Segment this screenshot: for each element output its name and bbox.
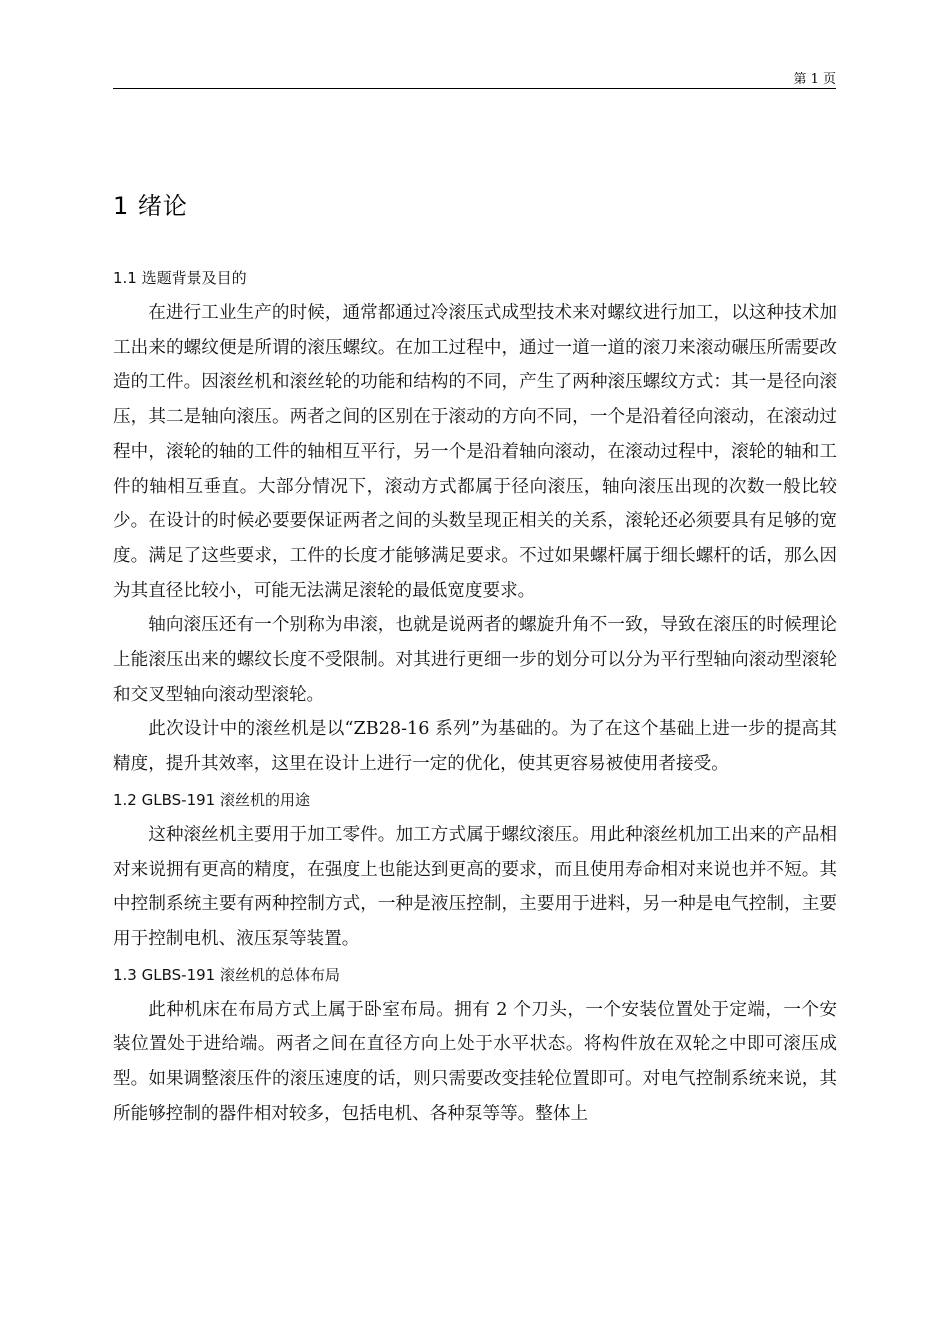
section-heading: 1.3 GLBS-191 滚丝机的总体布局 bbox=[113, 965, 340, 984]
paragraph: 这种滚丝机主要用于加工零件。加工方式属于螺纹滚压。用此种滚丝机加工出来的产品相对来说拥有更高的精度，在强度上也能达到更高的要求，而且使用寿命相对来说也并不短。其中控制系统主要有两种控制方式，一种是液压控制，主要用于进料，另一种是电气控制，主要用于控制电机、液压泵等装置。 bbox=[113, 824, 837, 949]
paragraph: 此种机床在布局方式上属于卧室布局。拥有 2 个刀头，一个安装位置处于定端，一个安装位置处于进给端。两者之间在直径方向上处于水平状态。将构件放在双轮之中即可滚压成型。如果调整滚压件的滚压速度的话，则只需要改变挂轮位置即可。对电气控制系统来说，其所能够控制的器件相对较多，包括电机、各种泵等等。整体上 bbox=[113, 999, 837, 1124]
section-heading: 1.1 选题背景及目的 bbox=[113, 269, 247, 287]
paragraph: 此次设计中的滚丝机是以“ZB28-16 系列”为基础的。为了在这个基础上进一步的提高其精度，提升其效率，这里在设计上进行一定的优化，使其更容易被使用者接受。 bbox=[113, 719, 837, 775]
body-text bbox=[113, 260, 837, 1131]
page-header bbox=[113, 64, 836, 89]
paragraph: 在进行工业生产的时候，通常都通过冷滚压式成型技术来对螺纹进行加工，以这种技术加工出来的螺纹便是所谓的滚压螺纹。在加工过程中，通过一道一道的滚刀来滚动碾压所需要改造的工件。因滚丝机和滚丝轮的功能和结构的不同，产生了两种滚压螺纹方式：其一是径向滚压，其二是轴向滚压。两者之间的区别在于滚动的方向不同，一个是沿着径向滚动，在滚动过程中，滚轮的轴的工件的轴相互平行，另一个是沿着轴向滚动，在滚动过程中，滚轮的轴和工件的轴相互垂直。大部分情况下，滚动方式都属于径向滚压，轴向滚压出现的次数一般比较少。在设计的时候必要要保证两者之间的头数呈现正相关的关系，滚轮还必须要具有足够的宽度。满足了这些要求，工件的长度才能够满足要求。不过如果螺杆属于细长螺杆的话，那么因为其直径比较小，可能无法满足滚轮的最低宽度要求。 bbox=[113, 303, 837, 601]
section-heading: 1.2 GLBS-191 滚丝机的用途 bbox=[113, 790, 310, 809]
paragraph: 轴向滚压还有一个别称为串滚，也就是说两者的螺旋升角不一致，导致在滚压的时候理论上能滚压出来的螺纹长度不受限制。对其进行更细一步的划分可以分为平行型轴向滚动型滚轮和交叉型轴向滚动型滚轮。 bbox=[113, 615, 837, 705]
page-number: 第 1 页 bbox=[793, 72, 836, 87]
chapter-title: 1 绪论 bbox=[113, 192, 188, 220]
